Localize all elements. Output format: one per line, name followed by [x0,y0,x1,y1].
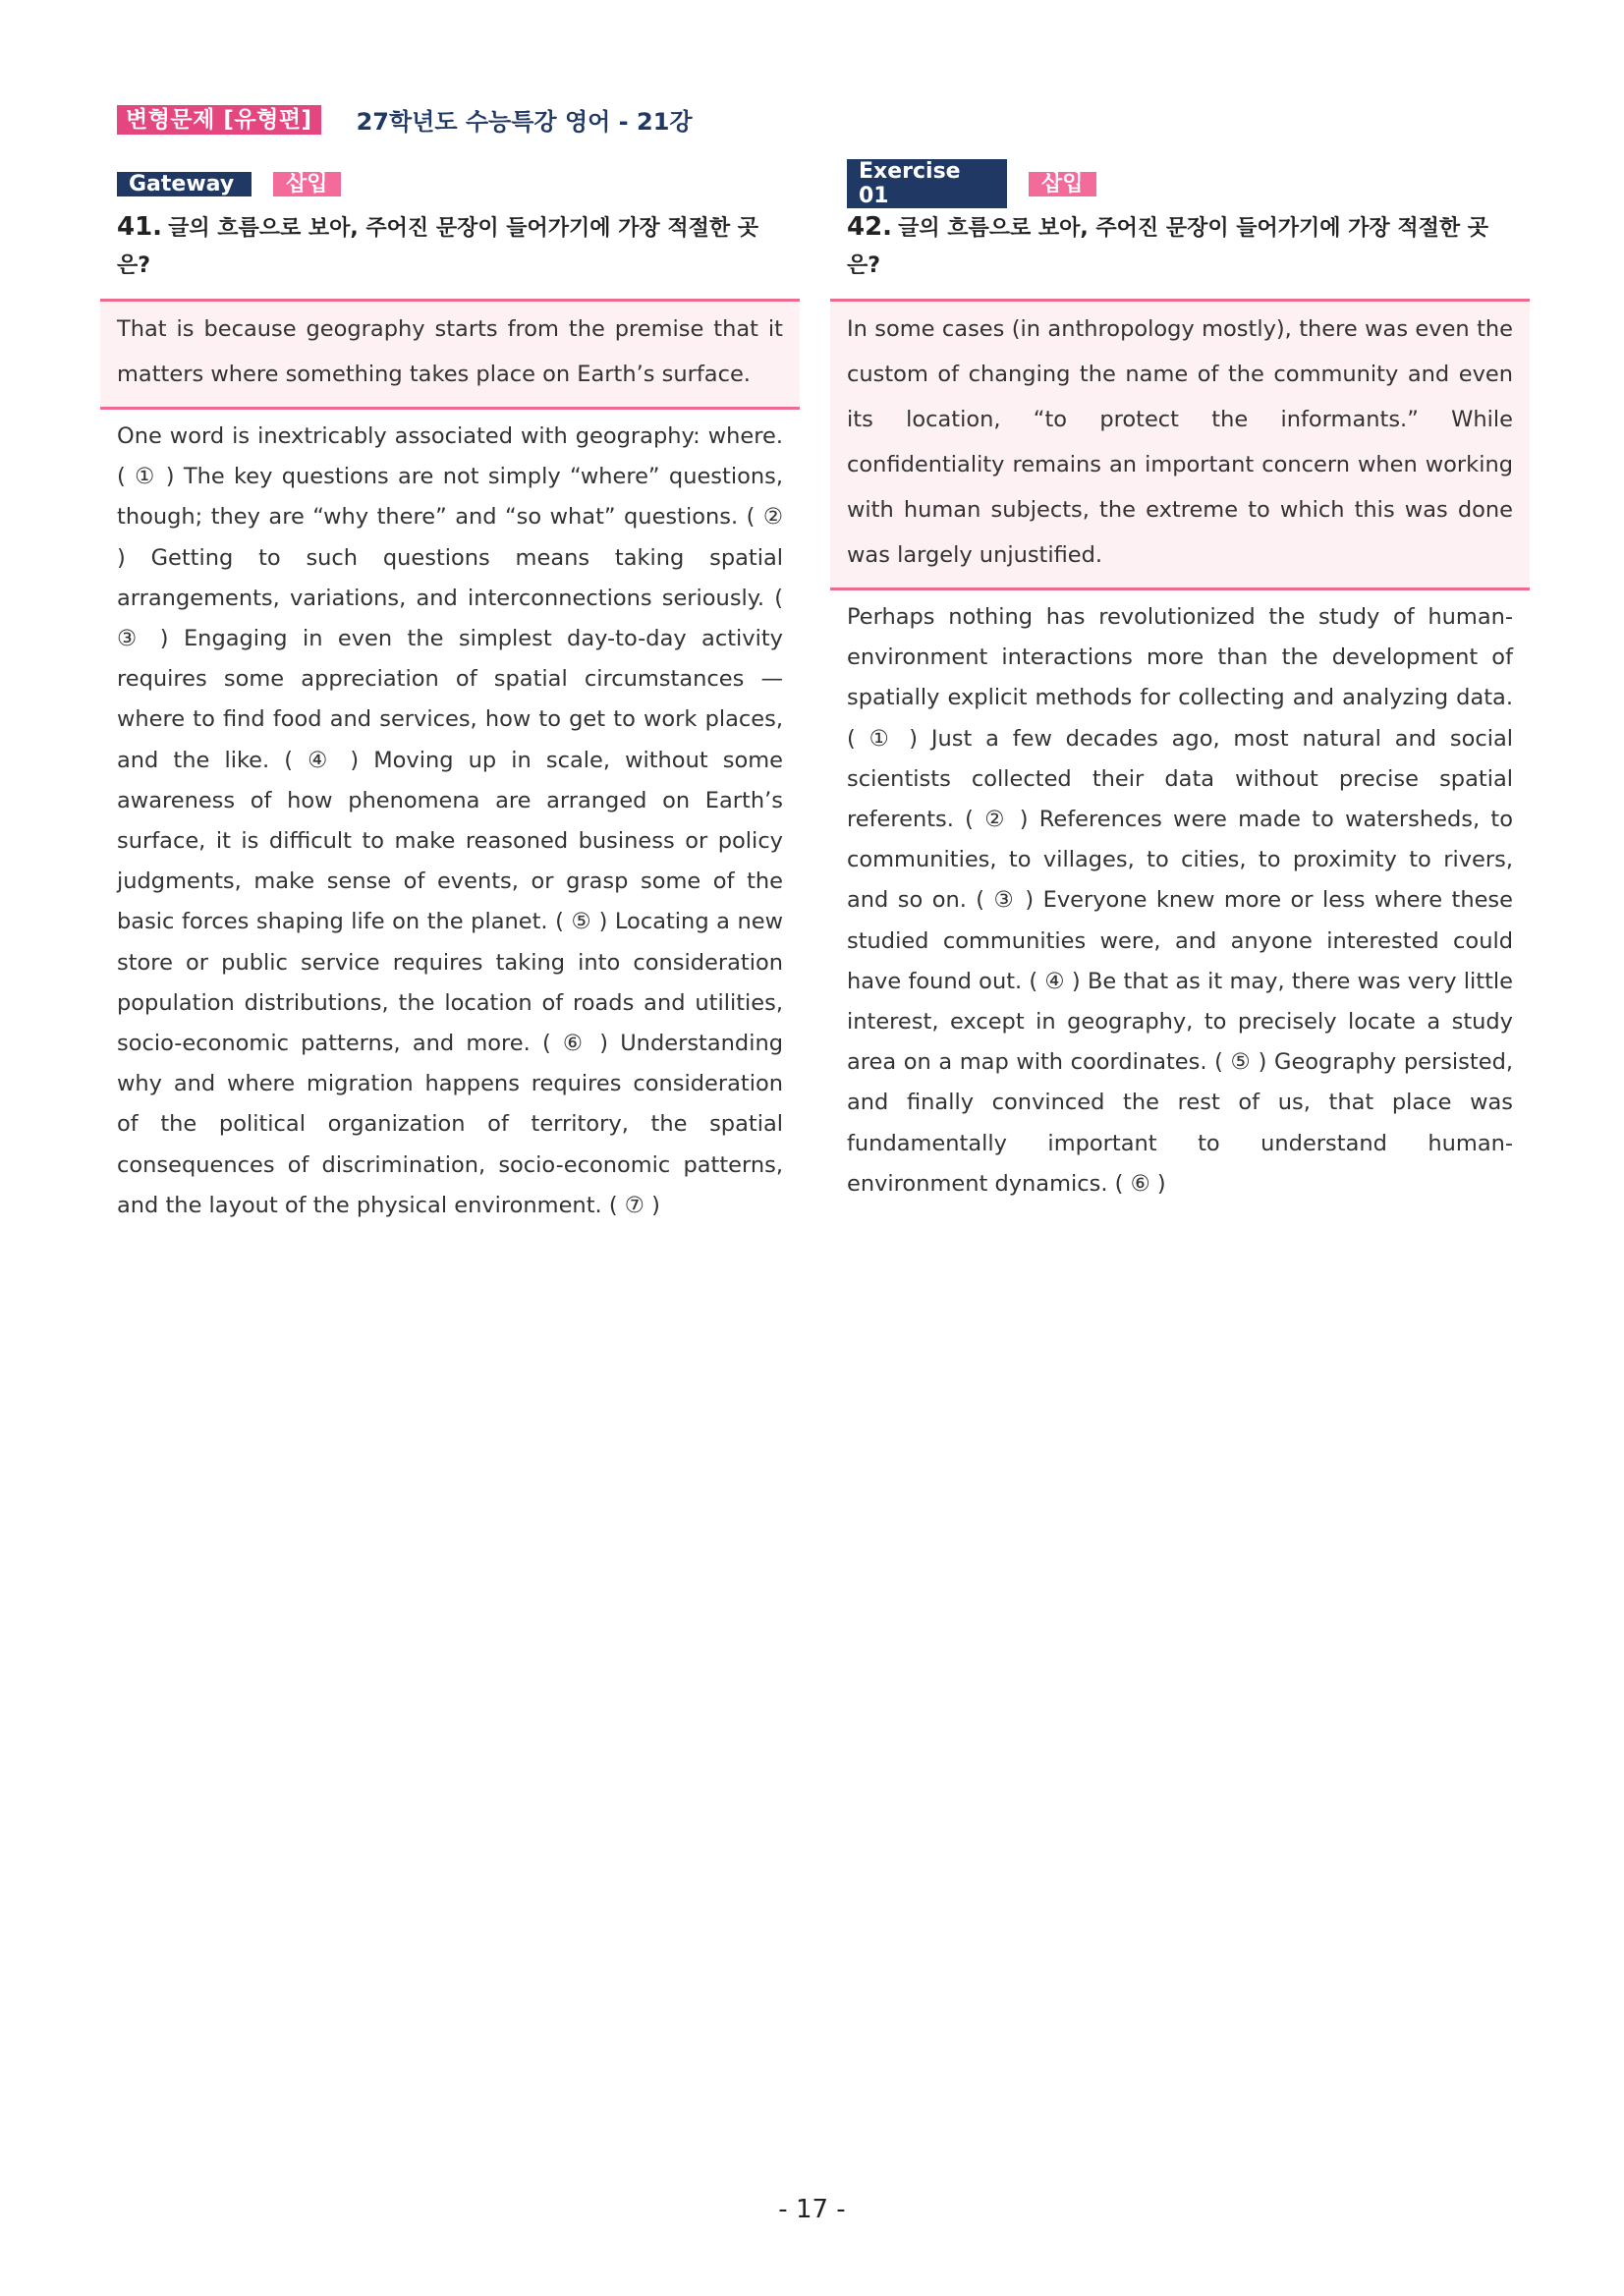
left-question-number: 41. [117,212,163,242]
header-title: 27학년도 수능특강 영어 - 21강 [356,108,693,136]
left-question-text: 글의 흐름으로 보아, 주어진 문장이 들어가기에 가장 적절한 곳은? [117,216,758,278]
right-column [830,159,1530,1204]
right-question [830,208,1530,285]
left-given-sentence: That is because geography starts from the premise that it matters where something takes place on Earth’s surface. [117,316,783,387]
left-labels [100,171,800,196]
left-given-sentence-box [100,299,800,410]
right-question-text: 글의 흐름으로 보아, 주어진 문장이 들어가기에 가장 적절한 곳은? [847,216,1488,278]
right-passage: Perhaps nothing has revolutionized the study of human-environment interactions more than the development of spatially explicit methods for collecting and analyzing data. ( ① ) Just a few decades ago, most natural and social scientists collected their data without precise spatial referents. ( ② ) References were made to watersheds, to communities, to villages, to cities, to proximity to rivers, and so on. ( ③ ) Everyone knew more or less where these studied communities were, and anyone interested could have found out. ( ④ ) Be that as it may, there was very little interest, except in geography, to precisely locate a study area on a map with coordinates. ( ⑤ ) Geography persisted, and finally convinced the rest of us, that place was fundamentally important to understand human-environment dynamics. ( ⑥ ) [847,604,1513,1197]
right-section-label: Exercise 01 [847,159,1007,208]
left-section-label: Gateway [117,172,252,196]
page-number: - 17 - [778,2195,846,2224]
header-tag: 변형문제 [유형편] [117,105,321,135]
right-labels [830,159,1530,208]
right-question-number: 42. [847,212,893,242]
left-passage: One word is inextricably associated with geography: where. ( ① ) The key questions are not simply “where” questions, though; they are “why there” and “so what” questions. ( ② ) Getting to such questions means taking spatial arrangements, variations, and interconnections seriously. ( ③ ) Engaging in even the simplest day-to-day activity requires some appreciation of spatial circumstances — where to find food and services, how to get to work places, and the like. ( ④ ) Moving up in scale, without some awareness of how phenomena are arranged on Earth’s surface, it is difficult to make reasoned business or policy judgments, make sense of events, or grasp some of the basic forces shaping life on the planet. ( ⑤ ) Locating a new store or public service requires taking into consideration population distributions, the location of roads and utilities, socio-economic patterns, and more. ( ⑥ ) Understanding why and where migration happens requires consideration of the political organization of territory, the spatial consequences of discrimination, socio-economic patterns, and the layout of the physical environment. ( ⑦ ) [117,423,783,1218]
right-given-sentence: In some cases (in anthropology mostly), there was even the custom of changing the name of the community and even its location, “to protect the informants.” While confidentiality remains an important concern when working with human subjects, the extreme to which this was done was largely unjustified. [847,316,1513,568]
left-column [100,171,800,1226]
right-type-label: 삽입 [1029,172,1096,196]
right-given-sentence-box [830,299,1530,590]
left-type-label: 삽입 [273,172,341,196]
left-question [100,208,800,285]
page-header [117,102,693,137]
